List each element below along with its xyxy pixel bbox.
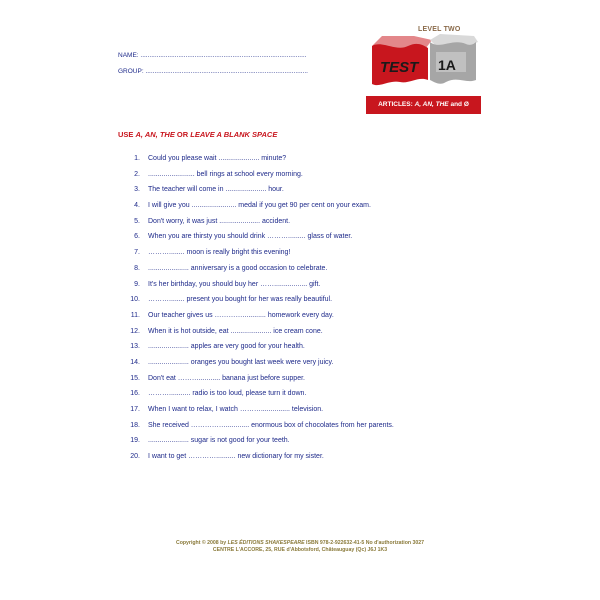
question-item	[118, 186, 538, 202]
question-text: When I want to relax, I watch ………............... television.	[148, 406, 324, 413]
footer-line-1	[0, 540, 600, 547]
question-item	[118, 437, 538, 453]
question-number: 10.	[130, 296, 140, 304]
question-text: ..................... apples are very good for your health.	[148, 343, 305, 351]
question-number: 7.	[134, 249, 140, 257]
question-item	[118, 453, 538, 469]
instructions-prefix: USE	[118, 130, 136, 139]
footer-line-2: CENTRE L'ACCORE, 25, RUE d'Abbotsford, Châteauguay (Qc) J6J 1K3	[212, 547, 388, 553]
question-number: 9.	[134, 280, 140, 288]
question-text: When it is hot outside, eat ..................... ice cream cone.	[148, 327, 323, 335]
question-item	[118, 312, 538, 328]
question-text: ..................... oranges you bought last week were very juicy.	[148, 358, 334, 366]
question-text: Don't worry, it was just ..................... accident.	[148, 217, 291, 225]
footer-publisher: LES ÉDITIONS SHAKESPEARE	[227, 540, 305, 546]
question-item	[118, 390, 538, 406]
question-text: It's her birthday, you should buy her ……................. gift.	[148, 280, 321, 288]
question-number: 16.	[130, 390, 140, 398]
question-item	[118, 422, 538, 438]
question-item	[118, 406, 538, 422]
articles-suffix: and Ø	[448, 101, 469, 108]
question-text: I want to get ………….......... new dictionary for my sister.	[148, 453, 324, 461]
question-text: ………........ moon is really bright this evening!	[148, 249, 291, 257]
question-number: 13.	[130, 343, 140, 351]
copyright-footer	[0, 540, 600, 554]
question-item	[118, 171, 538, 187]
question-number: 8.	[134, 264, 140, 272]
question-text: I will give you ....................... medal if you get 90 per cent on your exam.	[148, 202, 371, 210]
question-text: Could you please wait ..................... minute?	[148, 155, 287, 162]
question-number: 5.	[134, 217, 140, 225]
question-item	[118, 202, 538, 218]
question-text: ........................ bell rings at school every morning.	[148, 170, 303, 178]
instructions-items: A, AN, THE	[135, 130, 175, 139]
footer-isbn: ISBN 978-2-922632-41-5 No d'authorization 3027	[304, 540, 425, 546]
question-number: 18.	[130, 421, 140, 429]
question-number: 19.	[130, 437, 140, 445]
question-number: 11.	[130, 311, 140, 319]
name-field: NAME: ............................................................................................	[118, 52, 307, 59]
question-text: ..................... anniversary is a good occasion to celebrate.	[148, 264, 328, 272]
instructions-heading	[118, 130, 277, 139]
group-field: GROUP: ..........................................................................................	[118, 68, 308, 75]
question-text: ..................... sugar is not good for your teeth.	[148, 437, 290, 445]
question-item	[118, 343, 538, 359]
articles-items: A, AN, THE	[414, 101, 449, 108]
question-list	[118, 155, 538, 469]
question-number: 17.	[130, 406, 140, 413]
question-item	[118, 375, 538, 391]
question-number: 14.	[130, 358, 140, 366]
question-item	[118, 265, 538, 281]
question-item	[118, 296, 538, 312]
question-text: ………........... radio is too loud, please turn it down.	[148, 390, 307, 398]
question-item	[118, 233, 538, 249]
unit-logo-text: 1A	[438, 57, 456, 73]
articles-title-bar	[366, 96, 481, 114]
question-number: 12.	[130, 327, 140, 335]
question-item	[118, 281, 538, 297]
question-number: 6.	[134, 233, 140, 241]
question-number: 2.	[134, 170, 140, 178]
question-item	[118, 218, 538, 234]
question-item	[118, 249, 538, 265]
question-number: 4.	[134, 202, 140, 210]
test-logo	[366, 32, 478, 94]
instructions-middle: OR	[174, 130, 191, 139]
question-text: The teacher will come in ..................... hour.	[148, 186, 284, 194]
question-number: 20.	[130, 453, 140, 461]
question-item	[118, 359, 538, 375]
question-text: Don't eat ………........... banana just before supper.	[148, 374, 305, 382]
footer-copyright: Copyright © 2008 by	[175, 540, 228, 546]
articles-prefix: ARTICLES:	[378, 101, 415, 108]
question-text: Our teacher gives us …………............ homework every day.	[148, 311, 334, 319]
question-text: She received ……………............ enormous box of chocolates from her parents.	[148, 421, 394, 429]
question-number: 15.	[130, 374, 140, 382]
question-item	[118, 328, 538, 344]
question-number: 1.	[134, 155, 140, 162]
instructions-tail: LEAVE A BLANK SPACE	[190, 130, 278, 139]
question-item	[118, 155, 538, 171]
level-label: LEVEL TWO	[418, 26, 461, 33]
question-text: ………........ present you bought for her was really beautiful.	[148, 296, 333, 304]
test-logo-text: TEST	[380, 59, 419, 76]
question-number: 3.	[134, 186, 140, 194]
question-text: When you are thirsty you should drink ………......... glass of water.	[148, 233, 353, 241]
